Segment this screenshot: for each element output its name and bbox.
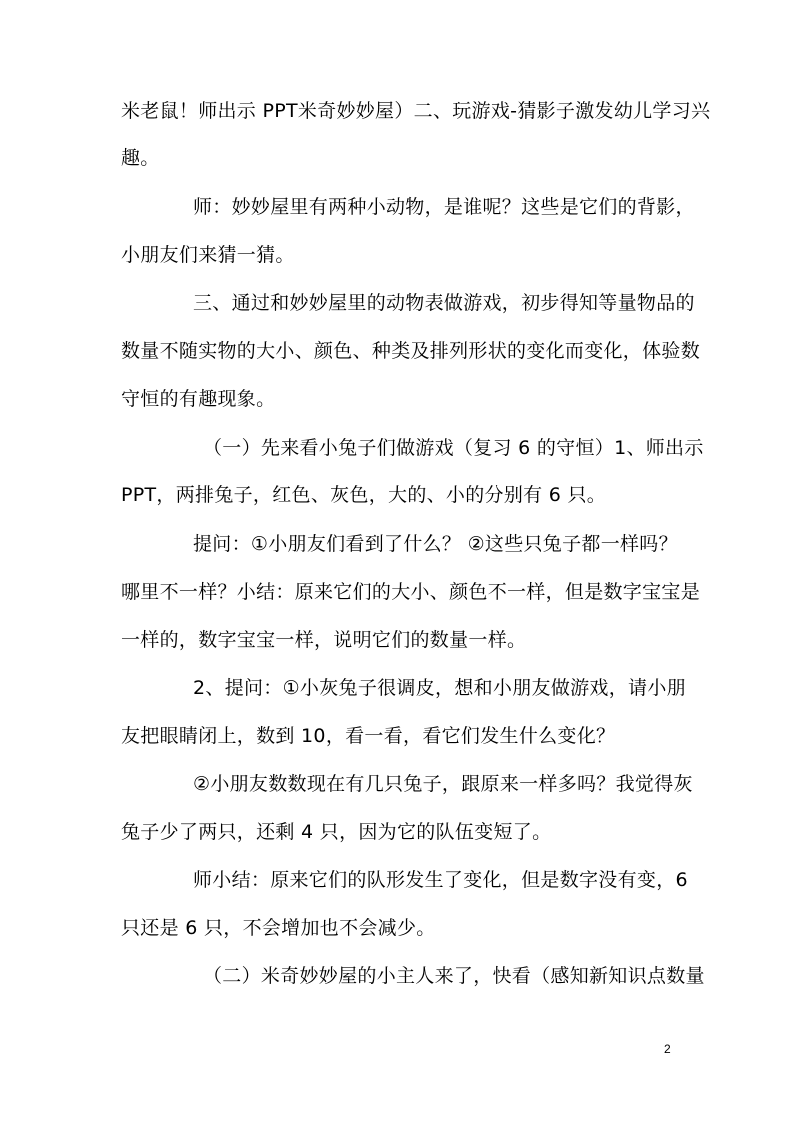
text-line: 米老鼠！师出示 PPT米奇妙妙屋）二、玩游戏-猜影子激发幼儿学习兴 [121,100,711,122]
text-line: 师小结：原来它们的队形发生了变化，但是数字没有变，6 [193,869,688,891]
text-line: （一）先来看小兔子们做游戏（复习 6 的守恒）1、师出示 [203,437,704,459]
text-line: 守恒的有趣现象。 [121,388,276,410]
text-line: 2、提问：①小灰兔子很调皮，想和小朋友做游戏，请小朋 [193,677,686,699]
text-line: 只还是 6 只，不会增加也不会减少。 [121,917,436,939]
text-line: 提问：①小朋友们看到了什么？ ②这些只兔子都一样吗？ [193,533,678,555]
text-line: 师：妙妙屋里有两种小动物，是谁呢？这些是它们的背影， [193,196,695,218]
text-line: 一样的，数字宝宝一样，说明它们的数量一样。 [121,629,527,651]
text-line: PPT，两排兔子，红色、灰色，大的、小的分别有 6 只。 [121,484,607,506]
page-number: 2 [664,1042,671,1056]
text-line: 趣。 [121,147,160,169]
text-line: 哪里不一样？小结：原来它们的大小、颜色不一样，但是数字宝宝是 [121,581,701,603]
text-line: 小朋友们来猜一猜。 [121,244,295,266]
text-line: 友把眼睛闭上，数到 10，看一看，看它们发生什么变化？ [121,725,616,747]
text-line: 兔子少了两只，还剩 4 只，因为它的队伍变短了。 [121,821,552,843]
text-line: 数量不随实物的大小、颜色、种类及排列形状的变化而变化，体验数 [121,340,701,362]
text-line: 三、通过和妙妙屋里的动物表做游戏，初步得知等量物品的 [193,292,695,314]
text-line: ②小朋友数数现在有几只兔子，跟原来一样多吗？我觉得灰 [193,773,693,795]
text-line: （二）米奇妙妙屋的小主人来了，快看（感知新知识点数量 [203,965,705,987]
